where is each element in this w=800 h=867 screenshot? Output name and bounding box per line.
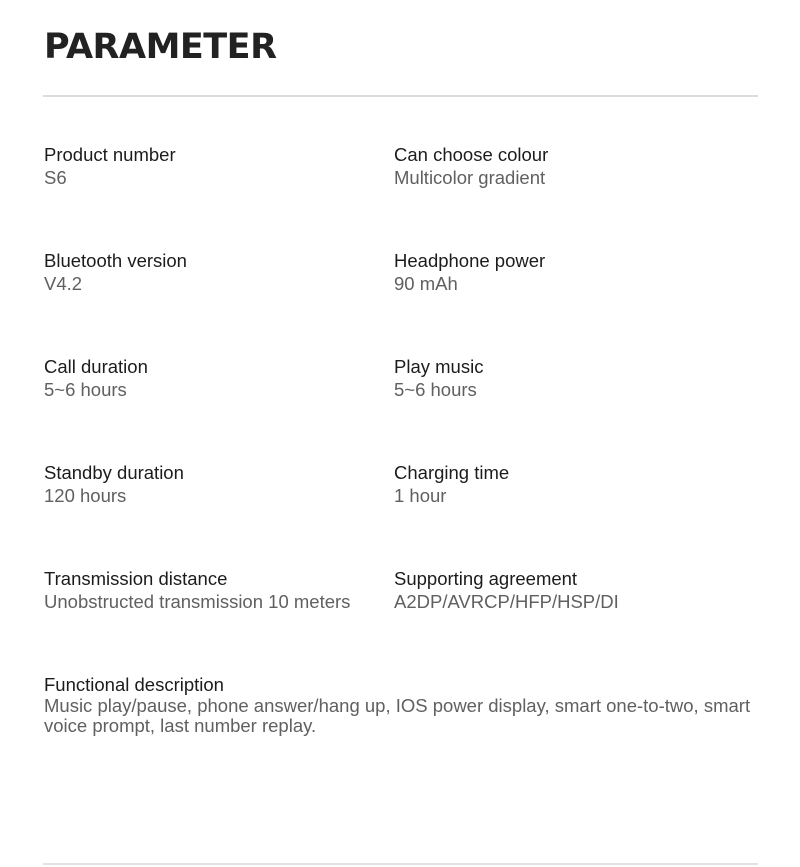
param-label: Can choose colour xyxy=(394,144,549,165)
param-label: Play music xyxy=(394,356,484,377)
param-value: 1 hour xyxy=(394,485,447,506)
param-value: 5~6 hours xyxy=(44,379,127,400)
param-value: 5~6 hours xyxy=(394,379,477,400)
functional-label: Functional description xyxy=(44,674,224,695)
param-charging-time xyxy=(394,461,739,507)
param-supporting-agreement xyxy=(394,567,739,613)
param-label: Call duration xyxy=(44,356,148,377)
param-value: Unobstructed transmission 10 meters xyxy=(44,591,351,612)
param-label: Bluetooth version xyxy=(44,250,187,271)
param-value: S6 xyxy=(44,167,67,188)
functional-description xyxy=(44,673,764,736)
param-label: Charging time xyxy=(394,462,510,483)
header-divider xyxy=(43,95,758,97)
param-value: 120 hours xyxy=(44,485,127,506)
param-bluetooth-version xyxy=(44,249,389,295)
page-title: PARAMETER xyxy=(44,27,277,67)
param-value: A2DP/AVRCP/HFP/HSP/DI xyxy=(394,591,619,612)
param-value: V4.2 xyxy=(44,273,83,294)
footer-divider xyxy=(43,863,758,865)
param-value: 90 mAh xyxy=(394,273,458,294)
param-label: Product number xyxy=(44,144,176,165)
param-headphone-power xyxy=(394,249,739,295)
param-colour xyxy=(394,143,739,189)
param-label: Transmission distance xyxy=(44,568,228,589)
functional-value: Music play/pause, phone answer/hang up, IOS power display, smart one-to-two, smart voice prompt, last number replay. xyxy=(44,695,751,736)
param-value: Multicolor gradient xyxy=(394,167,546,188)
param-product-number xyxy=(44,143,389,189)
param-label: Standby duration xyxy=(44,462,184,483)
param-label: Supporting agreement xyxy=(394,568,578,589)
param-transmission-distance xyxy=(44,567,389,613)
param-standby-duration xyxy=(44,461,389,507)
param-call-duration xyxy=(44,355,389,401)
param-label: Headphone power xyxy=(394,250,546,271)
param-play-music xyxy=(394,355,739,401)
